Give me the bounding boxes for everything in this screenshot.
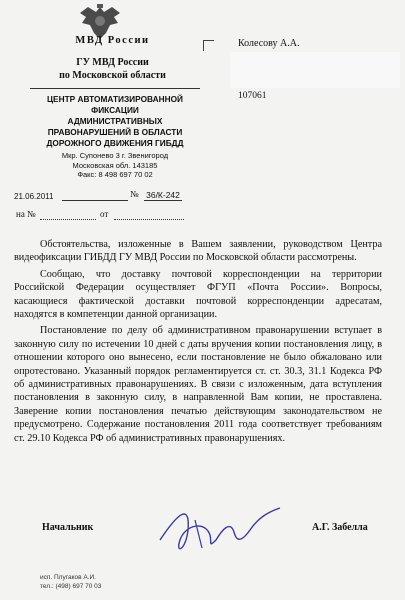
reply-date-field xyxy=(114,211,184,220)
recipient-postal-index: 107061 xyxy=(238,91,267,101)
header-divider xyxy=(30,88,200,89)
outgoing-date: 21.06.2011 xyxy=(14,192,54,201)
sender-address: Мкр. Супонево 3 г. Звенигород Московская обл. 143185 Факс: 8 498 697 70 02 xyxy=(61,151,169,179)
body-paragraph: Постановление по делу об административном правонарушении вступает в законную силу по истечении 10 дней с даты вручения копии постановления лицу, в отношении которого оно вынесено, если постановление не было обжаловано или опротестовано. Указанный порядок регламентируется ст. ст. 30.3, 31.1 Кодекса РФ об административных правонарушениях. В связи с изложенным, дата вступления постановления в законную силу, в направленной Вам копии, не проставлена. Заверение копии постановления печатью действующим законодательством не предусмотрено. Содержание постановления 2011 года соответствует требованиям ст. 29.10 Кодекса РФ об административных правонарушениях. xyxy=(14,325,382,444)
reply-number-field xyxy=(40,211,96,220)
executor-info: исп. Плугаков А.И. тел.: (498) 697 70 03 xyxy=(40,574,102,590)
signatory-name: А.Г. Забелла xyxy=(312,522,368,533)
recipient-name: Колесову А.А. xyxy=(238,38,300,49)
handwritten-signature xyxy=(150,500,290,560)
center-name: ЦЕНТР АВТОМАТИЗИРОВАННОЙ ФИКСАЦИИ АДМИНИСТРАТИВНЫХ ПРАВОНАРУШЕНИЙ В ОБЛАСТИ ДОРОЖНОГО ДВИЖЕНИЯ ГИБДД xyxy=(46,94,184,148)
address-bracket xyxy=(203,40,214,51)
body-paragraph: Сообщаю, что доставку почтовой корреспонденции на территории Российской Федерации осуществляет ФГУП «Почта России». Вопросы, касающиеся фактической доставки почтовой корреспонденции адресатам, находятся в компетенции данной организации. xyxy=(14,268,382,321)
department-name: ГУ МВД России по Московской области xyxy=(59,57,166,81)
reply-number-label: на № xyxy=(16,209,36,219)
ministry-name: МВД России xyxy=(75,35,150,46)
redacted-address xyxy=(230,52,400,88)
outgoing-number: 36/К-242 xyxy=(144,190,182,201)
date-underline xyxy=(62,190,128,201)
letter-body xyxy=(14,238,382,448)
number-label: № xyxy=(130,189,139,199)
reply-date-label: от xyxy=(100,209,109,219)
signatory-title: Начальник xyxy=(42,522,94,533)
body-paragraph: Обстоятельства, изложенные в Вашем заявлении, руководством Центра видеофиксации ГИБДД ГУ МВД России по Московской области рассмотрены. xyxy=(14,239,382,264)
